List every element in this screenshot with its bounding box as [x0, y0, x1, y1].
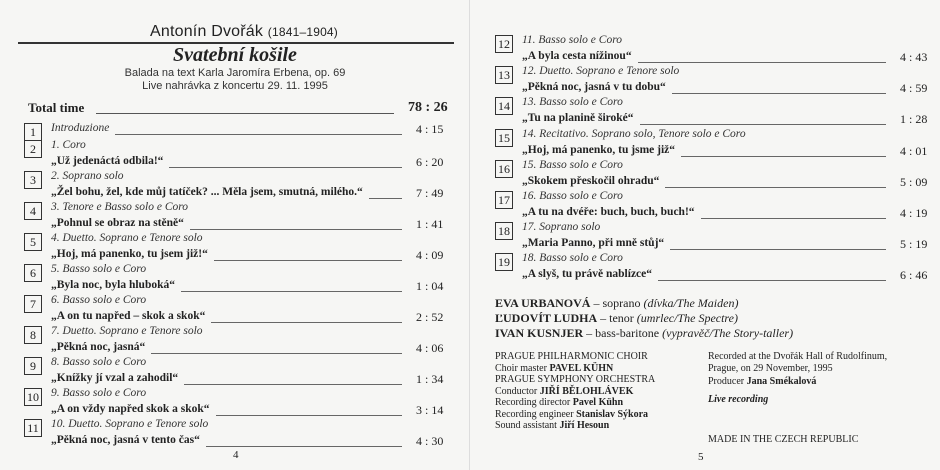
live-recording: Live recording	[708, 393, 769, 405]
track-number: 19	[495, 253, 513, 271]
track-description: 15. Basso solo e Coro	[522, 158, 623, 171]
track-number: 5	[24, 233, 42, 251]
voice-type: – tenor	[597, 311, 637, 325]
voice-type: – soprano	[590, 296, 644, 310]
track-description: 14. Recitativo. Soprano solo, Tenore solo e Coro	[522, 127, 746, 140]
track-number: 17	[495, 191, 513, 209]
role: (umrlec/The Spectre)	[636, 311, 738, 325]
recording-note: Live nahrávka z koncertu 29. 11. 1995	[142, 80, 328, 92]
recorded-at: Recorded at the Dvořák Hall of Rudolfinum,	[708, 351, 888, 362]
leader-line	[206, 446, 402, 447]
track-duration: 4 : 30	[416, 434, 444, 448]
track-number: 6	[24, 264, 42, 282]
orchestra: PRAGUE SYMPHONY ORCHESTRA	[495, 374, 656, 385]
track-number: 7	[24, 295, 42, 313]
track-number: 9	[24, 357, 42, 375]
track-description: 7. Duetto. Soprano e Tenore solo	[51, 325, 203, 337]
sound-assistant: Sound assistant Jiří Hesoun	[495, 420, 610, 431]
track-description: 10. Duetto. Soprano e Tenore solo	[51, 418, 209, 430]
track-lyrics: „Maria Panno, při mně stůj“	[522, 237, 665, 250]
track-number: 4	[24, 202, 42, 220]
cast-member	[495, 296, 738, 311]
track-duration: 1 : 28	[900, 112, 928, 127]
conductor: Conductor JIŘÍ BĚLOHLÁVEK	[495, 385, 634, 397]
track-description: 16. Basso solo e Coro	[522, 190, 623, 202]
composer-name: Antonín Dvořák	[150, 23, 264, 40]
role: (dívka/The Maiden)	[643, 296, 739, 310]
track-duration: 4 : 01	[900, 143, 928, 158]
track-lyrics: „Hoj, má panenko, tu jsme již“	[522, 143, 676, 156]
track-lyrics: „A tu na dvéře: buch, buch, buch!“	[522, 206, 695, 218]
track-duration: 1 : 34	[416, 372, 444, 386]
track-duration: 4 : 09	[416, 248, 444, 262]
track-description: 2. Soprano solo	[51, 170, 124, 182]
page-number-left: 4	[233, 449, 239, 461]
track-description: Introduzione	[51, 122, 110, 134]
track-duration: 6 : 20	[416, 155, 444, 169]
track-duration: 5 : 19	[900, 237, 928, 252]
page-number-right: 5	[698, 451, 704, 463]
recorded-date: Prague, on 29 November, 1995	[708, 362, 833, 374]
track-number: 14	[495, 97, 513, 115]
track-lyrics: „Pěkná noc, jasná v tu dobu“	[522, 81, 666, 94]
track-description: 3. Tenore e Basso solo e Coro	[51, 201, 189, 213]
track-description: 17. Soprano solo	[522, 221, 601, 234]
track-duration: 4 : 06	[416, 341, 444, 355]
track-number: 2	[24, 140, 42, 158]
singer-name: ĽUDOVÍT LUDHA	[495, 311, 598, 325]
track-duration: 6 : 46	[900, 268, 928, 283]
cast-member	[495, 326, 793, 341]
track-duration: 1 : 04	[416, 279, 444, 293]
track-duration: 7 : 49	[416, 186, 444, 200]
track-duration: 1 : 41	[416, 217, 444, 231]
track-lyrics: „Tu na planině široké“	[522, 112, 634, 125]
leader-line	[658, 280, 886, 281]
track-lyrics: „Hoj, má panenko, tu jsem již!“	[51, 248, 208, 260]
composer-heading	[150, 23, 338, 41]
work-title: Svatební košile	[173, 44, 297, 66]
credits-left	[495, 351, 655, 432]
track-number: 11	[24, 419, 42, 437]
composer-years: (1841–1904)	[267, 25, 339, 39]
track-duration: 3 : 14	[416, 403, 444, 417]
credits-right	[708, 351, 887, 405]
track-number: 18	[495, 222, 513, 240]
track-description: 11. Basso solo e Coro	[522, 34, 622, 46]
made-in: MADE IN THE CZECH REPUBLIC	[708, 434, 859, 445]
track-number: 10	[24, 388, 42, 406]
track-row	[24, 416, 454, 452]
total-time-value: 78 : 26	[408, 100, 448, 115]
track-description: 5. Basso solo e Coro	[51, 263, 147, 275]
track-number: 16	[495, 160, 513, 178]
work-subtitle: Balada na text Karla Jaromíra Erbena, op. 69	[124, 67, 346, 79]
track-description: 9. Basso solo e Coro	[51, 387, 147, 399]
track-number: 1	[24, 123, 42, 141]
track-lyrics: „Knížky jí vzal a zahodil“	[51, 372, 179, 384]
track-description: 13. Basso solo e Coro	[522, 96, 623, 109]
total-time-leader	[96, 113, 394, 114]
track-lyrics: „A slyš, tu právě nablízce“	[522, 268, 653, 281]
producer: Producer Jana Smékalová	[708, 376, 817, 387]
cast-member	[495, 311, 738, 326]
singer-name: IVAN KUSNJER	[495, 326, 584, 340]
track-lyrics: „Žel bohu, žel, kde můj tatíček? ... Měla jsem, smutná, milého.“	[51, 186, 363, 198]
track-duration: 4 : 19	[900, 206, 928, 220]
role: (vypravěč/The Story-taller)	[662, 326, 794, 340]
track-description: 6. Basso solo e Coro	[51, 294, 147, 306]
track-number: 15	[495, 129, 513, 147]
track-number: 13	[495, 66, 513, 84]
right-page	[470, 0, 940, 470]
track-lyrics: „Skokem přeskočil ohradu“	[522, 174, 660, 187]
recording-director: Recording director Pavel Kühn	[495, 397, 624, 408]
track-description: 1. Coro	[51, 139, 86, 151]
track-number: 8	[24, 326, 42, 344]
track-lyrics: „A on tu napřed – skok a skok“	[51, 310, 206, 322]
singer-name: EVA URBANOVÁ	[495, 296, 591, 310]
track-number: 12	[495, 35, 513, 53]
choir: PRAGUE PHILHARMONIC CHOIR	[495, 351, 648, 362]
track-lyrics: „A byla cesta nížinou“	[522, 50, 632, 62]
leader-line	[115, 134, 402, 135]
track-lyrics: „Byla noc, byla hluboká“	[51, 279, 175, 291]
total-time-label: Total time	[28, 100, 85, 115]
voice-type: – bass-baritone	[583, 326, 663, 340]
track-number: 3	[24, 171, 42, 189]
track-duration: 5 : 09	[900, 174, 928, 189]
track-duration: 4 : 59	[900, 81, 928, 96]
track-lyrics: „Už jedenáctá odbila!“	[51, 155, 164, 167]
track-lyrics: „Pěkná noc, jasná v tento čas“	[51, 434, 200, 446]
choir-master: Choir master PAVEL KÜHN	[495, 362, 614, 374]
track-duration: 4 : 15	[416, 122, 444, 136]
recording-engineer: Recording engineer Stanislav Sýkora	[495, 408, 649, 420]
track-duration: 2 : 52	[416, 310, 444, 324]
track-duration: 4 : 43	[900, 50, 928, 64]
track-lyrics: „Pěkná noc, jasná“	[51, 341, 146, 353]
track-description: 8. Basso solo e Coro	[51, 356, 147, 368]
track-row	[495, 250, 935, 286]
track-description: 12. Duetto. Soprano e Tenore solo	[522, 65, 680, 78]
track-description: 18. Basso solo e Coro	[522, 252, 623, 265]
track-lyrics: „A on vždy napřed skok a skok“	[51, 403, 210, 415]
track-lyrics: „Pohnul se obraz na stěně“	[51, 217, 184, 229]
track-description: 4. Duetto. Soprano e Tenore solo	[51, 232, 203, 244]
